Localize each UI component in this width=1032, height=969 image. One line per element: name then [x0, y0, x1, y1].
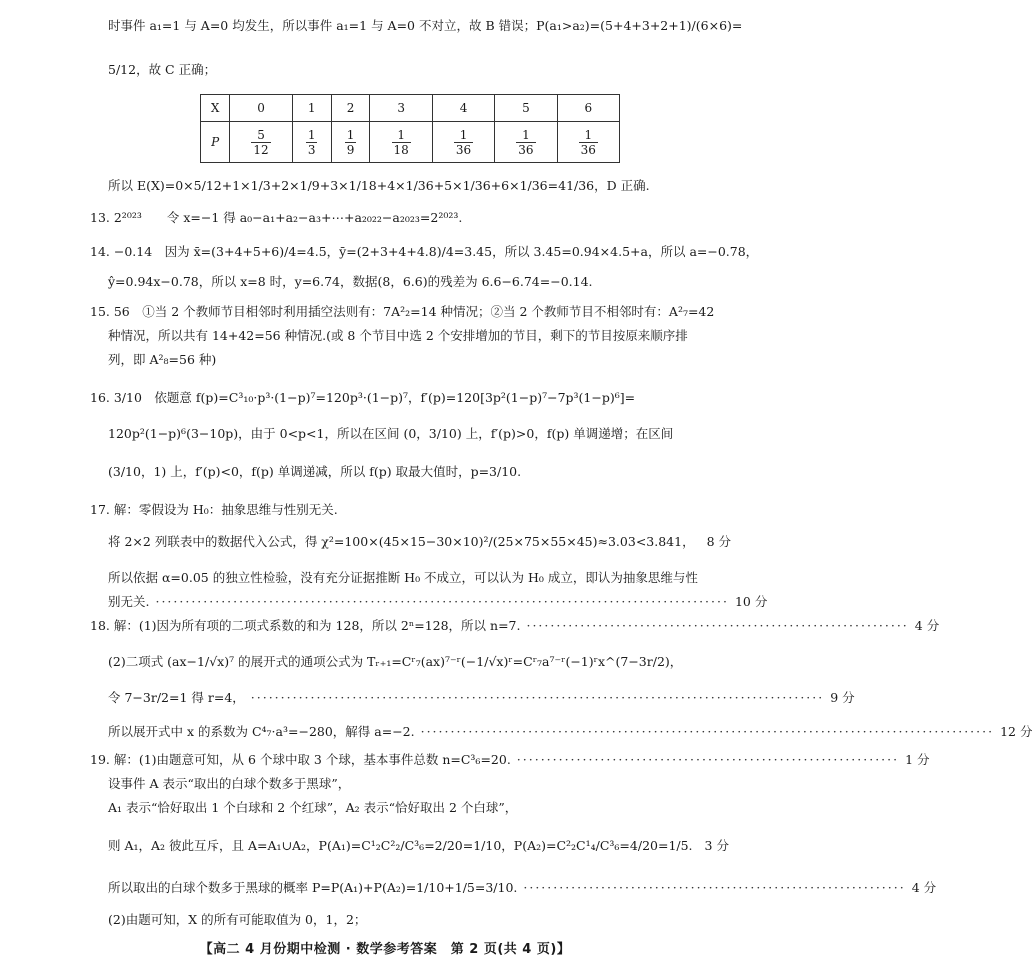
line-text: 则 A₁，A₂ 彼此互斥，且 A=A₁∪A₂，P(A₁)=C¹₂C²₂/C³₆=2/20=1/10，P(A₂)=C²₂C¹₄/C³₆=4/20=1/5. [108, 838, 693, 853]
line-text: 令 7−3r/2=1 得 r=4， [108, 690, 245, 705]
score-label: 1 分 [905, 752, 930, 767]
table-cell: $\frac{1}{36}$ [557, 122, 619, 163]
score-label: 12 分 [1000, 724, 1032, 739]
text-line: ŷ=0.94x−0.78，所以 x=8 时，y=6.74，数据(8，6.6)的残差为 6.6−6.74=−0.14. [108, 274, 593, 289]
leader-dots: ································································ [526, 618, 909, 633]
leader-dots: ································································································ [420, 724, 995, 739]
table-cell: $\frac{1}{18}$ [370, 122, 432, 163]
text-line [108, 592, 768, 612]
table-cell: $\frac{1}{36}$ [432, 122, 494, 163]
answer-14: 14. −0.14 因为 x̄=(3+4+5+6)/4=4.5，ȳ=(2+3+4+4.8)/4=3.45，所以 3.45=0.94×4.5+a，所以 a=−0.78， [90, 244, 759, 259]
text-line: A₁ 表示“恰好取出 1 个白球和 2 个红球”，A₂ 表示“恰好取出 2 个白球”， [108, 800, 518, 815]
line-text: 18. 解：(1)因为所有项的二项式系数的和为 128，所以 2ⁿ=128，所以 n=7. [90, 618, 521, 633]
text-line: 设事件 A 表示“取出的白球个数多于黑球”， [108, 776, 351, 791]
table-cell: 4 [432, 95, 494, 122]
text-line [108, 836, 729, 856]
table-cell: $\frac{1}{3}$ [292, 122, 331, 163]
table-header-x: X [201, 95, 230, 122]
table-header-p: P [201, 122, 230, 163]
table-cell: 5 [495, 95, 557, 122]
table-cell: 2 [331, 95, 370, 122]
line-text: 所以展开式中 x 的系数为 C⁴₇·a³=−280，解得 a=−2. [108, 724, 415, 739]
text-line: (2)由题可知，X 的所有可能取值为 0，1，2； [108, 912, 367, 927]
text-line [108, 878, 937, 898]
table-cell: 1 [292, 95, 331, 122]
answer-18 [90, 616, 940, 636]
line-text: 所以取出的白球个数多于黑球的概率 P=P(A₁)+P(A₂)=1/10+1/5=3/10. [108, 880, 518, 895]
table-cell: 6 [557, 95, 619, 122]
line-text: 将 2×2 列联表中的数据代入公式，得 χ²=100×(45×15−30×10)²/(25×75×55×45)≈3.03<3.841， [108, 534, 695, 549]
answer-19 [90, 750, 930, 770]
score-label: 4 分 [911, 880, 937, 895]
text-line [108, 722, 1032, 742]
text-line: 5/12，故 C 正确； [108, 62, 217, 77]
table-cell: $\frac{5}{12}$ [230, 122, 292, 163]
line-text: 别无关. [108, 594, 150, 609]
text-line [108, 532, 732, 552]
answer-16: 16. 3/10 依题意 f(p)=C³₁₀·p³·(1−p)⁷=120p³·(1−p)⁷，f′(p)=120[3p²(1−p)⁷−7p³(1−p)⁶]= [90, 390, 636, 405]
distribution-table [200, 94, 620, 163]
leader-dots: ································································································ [155, 594, 729, 609]
text-line: 种情况，所以共有 14+42=56 种情况.(或 8 个节目中选 2 个安排增加的节目，剩下的节目按原来顺序排 [108, 328, 688, 343]
text-line: (2)二项式 (ax−1/√x)⁷ 的展开式的通项公式为 Tᵣ₊₁=Cʳ₇(ax)⁷⁻ʳ(−1/√x)ʳ=Cʳ₇a⁷⁻ʳ(−1)ʳx^(7−3r/2)， [108, 654, 683, 669]
table-row [201, 122, 620, 163]
answer-17: 17. 解：零假设为 H₀：抽象思维与性别无关. [90, 502, 338, 517]
leader-dots: ································································································ [250, 690, 825, 705]
text-line [108, 688, 855, 708]
text-line: 所以依据 α=0.05 的独立性检验，没有充分证据推断 H₀ 不成立，可以认为 H₀ 成立，即认为抽象思维与性 [108, 570, 698, 585]
score-label: 10 分 [734, 594, 768, 609]
table-cell: $\frac{1}{9}$ [331, 122, 370, 163]
answer-13: 13. 2²⁰²³ 令 x=−1 得 a₀−a₁+a₂−a₃+⋯+a₂₀₂₂−a₂₀₂₃=2²⁰²³. [90, 210, 463, 225]
score-label: 4 分 [914, 618, 940, 633]
score-label: 3 分 [704, 838, 729, 853]
table-row [201, 95, 620, 122]
score-label: 8 分 [706, 534, 732, 549]
answer-15: 15. 56 ①当 2 个教师节目相邻时利用插空法则有：7A²₂=14 种情况；②当 2 个教师节目不相邻时有：A²₇=42 [90, 304, 715, 319]
text-line: (3/10，1) 上，f′(p)<0，f(p) 单调递减，所以 f(p) 取最大值时，p=3/10. [108, 464, 522, 479]
leader-dots: ································································ [516, 752, 900, 767]
text-line: 120p²(1−p)⁶(3−10p)，由于 0<p<1，所以在区间 (0，3/10) 上，f′(p)>0，f(p) 单调递增；在区间 [108, 426, 674, 441]
table-cell: 3 [370, 95, 432, 122]
line-text: 19. 解：(1)由题意可知，从 6 个球中取 3 个球，基本事件总数 n=C³₆=20. [90, 752, 511, 767]
page-footer: 【高二 4 月份期中检测 · 数学参考答案 第 2 页(共 4 页)】 [199, 942, 571, 957]
leader-dots: ································································ [523, 880, 906, 895]
table-cell: $\frac{1}{36}$ [495, 122, 557, 163]
text-line: 所以 E(X)=0×5/12+1×1/3+2×1/9+3×1/18+4×1/36+5×1/36+6×1/36=41/36，D 正确. [108, 178, 650, 193]
table-cell: 0 [230, 95, 292, 122]
text-line: 列，即 A²₈=56 种) [108, 352, 217, 367]
text-line: 时事件 a₁=1 与 A=0 均发生，所以事件 a₁=1 与 A=0 不对立，故 B 错误；P(a₁>a₂)=(5+4+3+2+1)/(6×6)= [108, 18, 743, 33]
score-label: 9 分 [830, 690, 855, 705]
